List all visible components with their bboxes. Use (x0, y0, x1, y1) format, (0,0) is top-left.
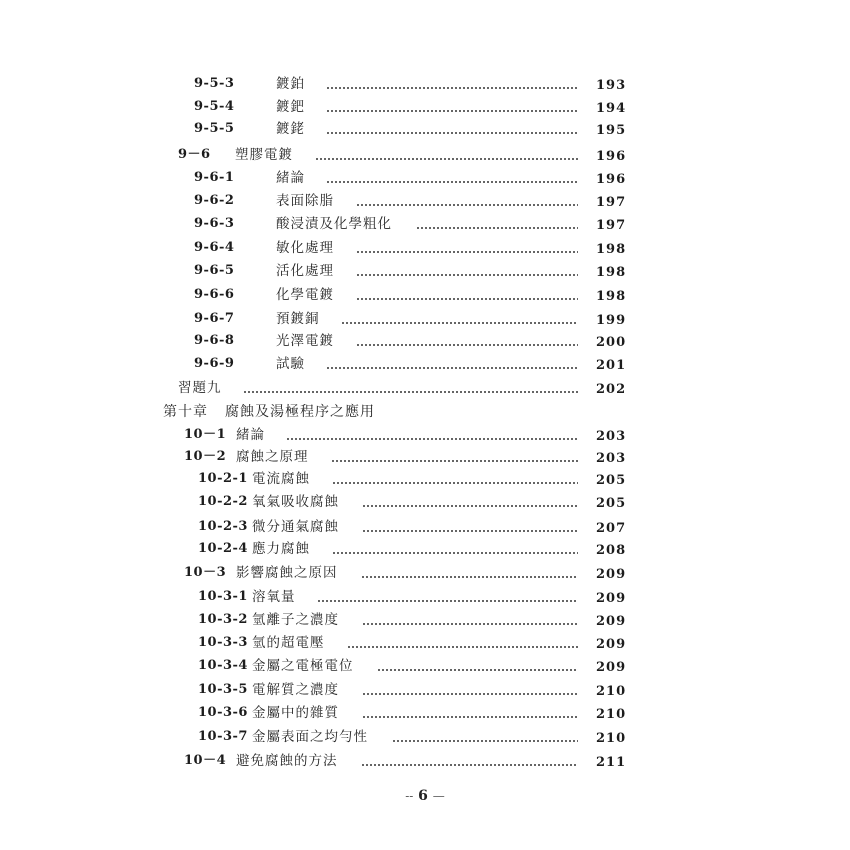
page-footer (0, 788, 850, 804)
toc-entry (0, 118, 850, 140)
dot-leader (326, 181, 578, 183)
section-number: 10-2-4 (198, 541, 248, 556)
dot-leader (332, 482, 578, 484)
page-reference: 198 (596, 242, 627, 257)
section-title: 腐蝕之原理 (236, 449, 309, 465)
section-title: 緒論 (276, 170, 305, 186)
page-reference: 210 (596, 684, 627, 699)
toc-entry (0, 446, 850, 468)
toc-entry (0, 491, 850, 513)
page-reference: 194 (596, 101, 627, 116)
section-title: 習題九 (178, 380, 222, 396)
toc-entry (0, 377, 850, 399)
toc-entry (0, 655, 850, 677)
footer-dash-right: — (432, 789, 445, 803)
section-title: 溶氧量 (252, 589, 296, 605)
dot-leader (356, 204, 578, 206)
dot-leader (326, 367, 578, 369)
section-title: 避免腐蝕的方法 (236, 753, 338, 769)
section-number: 10-3-3 (198, 635, 248, 650)
dot-leader (356, 298, 578, 300)
section-number: 9-6-7 (194, 311, 235, 326)
toc-entry (0, 424, 850, 446)
section-title: 敏化處理 (276, 240, 334, 256)
dot-leader (347, 646, 578, 648)
section-title: 電解質之濃度 (252, 682, 339, 698)
page-reference: 198 (596, 289, 627, 304)
section-title: 光澤電鍍 (276, 333, 334, 349)
section-title: 金屬中的雜質 (252, 705, 339, 721)
section-number: 10－2 (184, 449, 227, 464)
dot-leader (362, 505, 578, 507)
toc-entry (0, 237, 850, 259)
toc-entry (0, 260, 850, 282)
section-title: 化學電鍍 (276, 287, 334, 303)
dot-leader (326, 132, 578, 134)
dot-leader (315, 158, 578, 160)
toc-entry (0, 702, 850, 724)
dot-leader (362, 693, 578, 695)
toc-entry (0, 284, 850, 306)
dot-leader (286, 438, 578, 440)
toc-entry (0, 468, 850, 490)
page-reference: 202 (596, 382, 627, 397)
section-title: 活化處理 (276, 263, 334, 279)
section-number: 10-3-4 (198, 658, 248, 673)
section-title: 試驗 (276, 356, 305, 372)
toc-entry (0, 330, 850, 352)
dot-leader (356, 344, 578, 346)
toc-entry (0, 213, 850, 235)
section-number: 10-3-2 (198, 612, 248, 627)
dot-leader (362, 623, 578, 625)
section-number: 10-2-2 (198, 494, 248, 509)
dot-leader (326, 87, 578, 89)
section-number: 9-6-5 (194, 263, 235, 278)
dot-leader (341, 322, 578, 324)
page-reference: 201 (596, 358, 627, 373)
section-number: 9-6-2 (194, 193, 235, 208)
page-number: 6 (418, 788, 428, 804)
section-number: 10－1 (184, 427, 227, 442)
section-title: 氫離子之濃度 (252, 612, 339, 628)
page-reference: 209 (596, 567, 627, 582)
toc-entry (0, 167, 850, 189)
toc-entry (0, 144, 850, 166)
page-reference: 193 (596, 78, 627, 93)
toc-entry (0, 562, 850, 584)
section-title: 鍍鉑 (276, 76, 305, 92)
section-number: 10-3-6 (198, 705, 248, 720)
dot-leader (392, 740, 578, 742)
toc-entry (0, 308, 850, 330)
page-reference: 209 (596, 591, 627, 606)
toc-entry (0, 538, 850, 560)
page-reference: 210 (596, 707, 627, 722)
page-reference: 198 (596, 265, 627, 280)
section-title: 酸浸漬及化學粗化 (276, 216, 392, 232)
section-number: 9-5-5 (194, 121, 235, 136)
section-number: 9-5-4 (194, 99, 235, 114)
section-title: 預鍍銅 (276, 311, 320, 327)
section-number: 9-6-6 (194, 287, 235, 302)
page-reference: 210 (596, 731, 627, 746)
section-title: 表面除脂 (276, 193, 334, 209)
dot-leader (332, 552, 578, 554)
toc-entry (0, 353, 850, 375)
page-reference: 207 (596, 521, 627, 536)
dot-leader (331, 460, 578, 462)
section-number: 10-3-5 (198, 682, 248, 697)
section-number: 10－3 (184, 565, 227, 580)
dot-leader (243, 391, 578, 393)
toc-entry (0, 190, 850, 212)
section-title: 氧氣吸收腐蝕 (252, 494, 339, 510)
page-reference: 197 (596, 195, 627, 210)
section-number: 10－4 (184, 753, 227, 768)
section-title: 金屬表面之均勻性 (252, 729, 368, 745)
dot-leader (361, 576, 578, 578)
toc-chapter-heading (0, 401, 850, 423)
toc-entry (0, 679, 850, 701)
dot-leader (362, 716, 578, 718)
toc-entry (0, 750, 850, 772)
page-reference: 209 (596, 660, 627, 675)
page-reference: 203 (596, 451, 627, 466)
toc-entry (0, 609, 850, 631)
dot-leader (326, 110, 578, 112)
toc-entry (0, 632, 850, 654)
section-number: 10-3-7 (198, 729, 248, 744)
dot-leader (317, 600, 578, 602)
dot-leader (361, 764, 578, 766)
section-title: 鍍銠 (276, 121, 305, 137)
section-title: 影響腐蝕之原因 (236, 565, 338, 581)
toc-entry (0, 516, 850, 538)
page-reference: 196 (596, 172, 627, 187)
section-number: 9-6-8 (194, 333, 235, 348)
page-reference: 195 (596, 123, 627, 138)
page-reference: 196 (596, 149, 627, 164)
page-reference: 200 (596, 335, 627, 350)
section-title: 電流腐蝕 (252, 471, 310, 487)
dot-leader (356, 251, 578, 253)
section-title: 鍍鈀 (276, 99, 305, 115)
section-title: 塑膠電鍍 (235, 147, 293, 163)
section-number: 9－6 (178, 147, 211, 162)
toc-entry (0, 726, 850, 748)
page-reference: 209 (596, 637, 627, 652)
dot-leader (416, 227, 578, 229)
section-number: 10-2-1 (198, 471, 248, 486)
page-reference: 205 (596, 496, 627, 511)
dot-leader (362, 530, 578, 532)
section-title: 氫的超電壓 (252, 635, 325, 651)
section-title: 腐蝕及湯極程序之應用 (225, 404, 375, 420)
section-number: 9-6-9 (194, 356, 235, 371)
toc-entry (0, 96, 850, 118)
page-reference: 208 (596, 543, 627, 558)
footer-dash-left: -- (405, 789, 414, 803)
section-number: 9-5-3 (194, 76, 235, 91)
toc-entry (0, 586, 850, 608)
toc-entry (0, 73, 850, 95)
page-reference: 203 (596, 429, 627, 444)
page-reference: 205 (596, 473, 627, 488)
section-title: 應力腐蝕 (252, 541, 310, 557)
section-title: 微分通氣腐蝕 (252, 519, 339, 535)
section-number: 9-6-1 (194, 170, 235, 185)
chapter-label: 第十章 (163, 404, 208, 420)
dot-leader (356, 274, 578, 276)
section-number: 9-6-3 (194, 216, 235, 231)
page-reference: 211 (596, 755, 627, 770)
page-reference: 199 (596, 313, 627, 328)
section-title: 金屬之電極電位 (252, 658, 354, 674)
dot-leader (377, 669, 578, 671)
section-title: 緒論 (236, 427, 265, 443)
page-reference: 197 (596, 218, 627, 233)
page-reference: 209 (596, 614, 627, 629)
section-number: 10-2-3 (198, 519, 248, 534)
section-number: 9-6-4 (194, 240, 235, 255)
section-number: 10-3-1 (198, 589, 248, 604)
